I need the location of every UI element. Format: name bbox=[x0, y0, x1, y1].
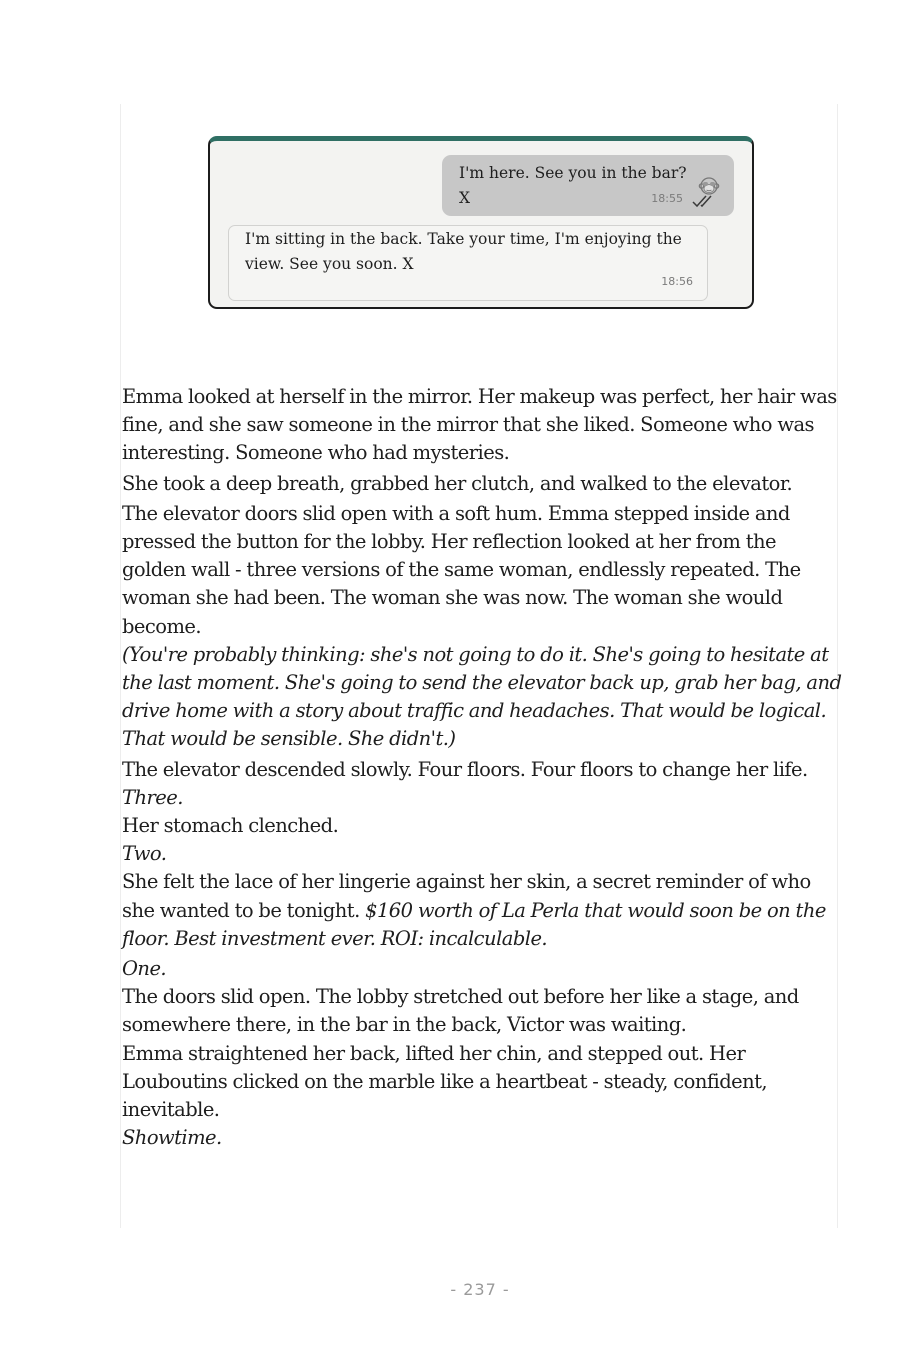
paragraph-italic-aside: (You're probably thinking: she's not going to do it. She's going to hesitate at the last moment. She's going to send the elevator back up, grab her bag, and drive home with a story about traffic and headaches. That would be logical. That would be sensible. She didn't.) bbox=[122, 642, 842, 751]
story-text bbox=[122, 383, 844, 1152]
paragraph bbox=[122, 868, 844, 953]
paragraph: The elevator descended slowly. Four floors. Four floors to change her life. bbox=[122, 757, 808, 781]
outgoing-message-time: 18:55 bbox=[651, 192, 683, 205]
incoming-message-time: 18:56 bbox=[661, 275, 693, 288]
paragraph: The doors slid open. The lobby stretched out before her like a stage, and somewhere there, in the bar in the back, Victor was waiting. bbox=[122, 985, 799, 1037]
countdown-one: One. bbox=[122, 957, 167, 981]
countdown-three: Three. bbox=[122, 785, 183, 809]
paragraph: Emma looked at herself in the mirror. Her makeup was perfect, her hair was fine, and she saw someone in the mirror that she liked. Someone who was interesting. Someone who had mysteries. bbox=[122, 385, 837, 465]
incoming-message-bubble bbox=[228, 225, 708, 301]
paragraph: The elevator doors slid open with a soft hum. Emma stepped inside and pressed the button for the lobby. Her reflection looked at her from the golden wall - three versions of the same woman, endlessly repeated. The woman she had been. The woman she was now. The woman she would become. bbox=[122, 501, 801, 638]
incoming-message-meta bbox=[661, 269, 693, 294]
closing-line: Showtime. bbox=[122, 1126, 222, 1150]
outgoing-message-meta bbox=[651, 186, 718, 211]
paragraph: Her stomach clenched. bbox=[122, 814, 339, 838]
paragraph: She took a deep breath, grabbed her clutch, and walked to the elevator. bbox=[122, 471, 793, 495]
paragraph: Emma straightened her back, lifted her chin, and stepped out. Her Louboutins clicked on the marble like a heartbeat - steady, confident, inevitable. bbox=[122, 1041, 768, 1122]
paragraph-italic-thought: $160 worth of La Perla that would soon be on the floor. Best investment ever. ROI: incalculable. bbox=[122, 898, 826, 950]
incoming-message-text: I'm sitting in the back. Take your time, I'm enjoying the view. See you soon. X bbox=[245, 230, 682, 273]
outgoing-message-bubble bbox=[442, 155, 734, 216]
outgoing-message-text: I'm here. See you in the bar? X bbox=[459, 164, 687, 207]
countdown-two: Two. bbox=[122, 842, 167, 866]
chat-screenshot bbox=[208, 136, 754, 309]
paragraph-text: She felt the lace of her lingerie against her skin, a secret reminder of who she wanted to be tonight. bbox=[122, 870, 811, 922]
page-number: - 237 - bbox=[450, 1280, 510, 1299]
double-check-icon bbox=[692, 192, 718, 206]
